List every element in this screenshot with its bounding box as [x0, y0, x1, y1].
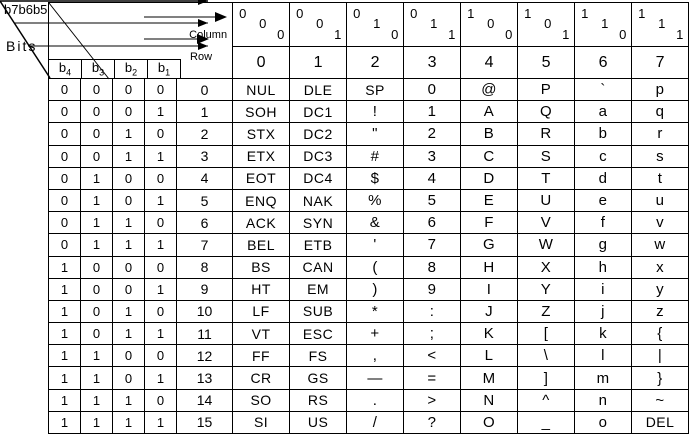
table-row: [49, 300, 689, 322]
row-bit-b1: 0: [145, 212, 177, 234]
label-b6: b6: [18, 2, 33, 17]
row-bit-b2: 0: [113, 167, 145, 189]
column-bit-pattern: [632, 3, 689, 47]
row-bit-b3: 0: [81, 256, 113, 278]
ascii-cell: P: [518, 79, 575, 101]
row-bit-b1: 0: [145, 167, 177, 189]
ascii-cell: s: [632, 145, 689, 167]
ascii-cell: !: [347, 101, 404, 123]
ascii-cell: DC2: [290, 123, 347, 145]
bit-header-b2: $b_2$: [114, 59, 147, 78]
column-number: 7: [632, 47, 689, 79]
ascii-cell: D: [461, 167, 518, 189]
table-row: [49, 145, 689, 167]
ascii-cell: BS: [233, 256, 290, 278]
ascii-cell: =: [404, 367, 461, 389]
ascii-cell: SI: [233, 411, 290, 433]
column-bit-pattern-row: [49, 3, 689, 47]
ascii-cell: x: [632, 256, 689, 278]
ascii-cell: (: [347, 256, 404, 278]
row-bit-b2: 0: [113, 189, 145, 211]
row-bit-b3: 1: [81, 189, 113, 211]
row-bit-b4: 1: [49, 256, 81, 278]
table-row: [49, 79, 689, 101]
table-row: [49, 411, 689, 433]
col-bit-b5: 1: [676, 27, 684, 42]
row-bit-b2: 0: [113, 256, 145, 278]
row-bit-b4: 0: [49, 123, 81, 145]
ascii-cell: SP: [347, 79, 404, 101]
row-number: 1: [177, 101, 233, 123]
label-b7: b7: [4, 2, 19, 17]
ascii-cell: B: [461, 123, 518, 145]
ascii-cell: ]: [518, 367, 575, 389]
column-number: 6: [575, 47, 632, 79]
ascii-cell: FF: [233, 345, 290, 367]
row-bit-b4: 1: [49, 367, 81, 389]
col-bit-b5: 0: [391, 27, 399, 42]
row-bit-b3: 1: [81, 212, 113, 234]
ascii-cell: }: [632, 367, 689, 389]
col-bit-b5: 1: [334, 27, 342, 42]
row-bit-b2: 0: [113, 367, 145, 389]
ascii-cell: j: [575, 300, 632, 322]
ascii-table: [48, 2, 689, 434]
table-row: [49, 345, 689, 367]
bit-header-b1: $b_1$: [147, 59, 180, 78]
ascii-cell: ESC: [290, 323, 347, 345]
ascii-cell: @: [461, 79, 518, 101]
row-bit-b2: 0: [113, 79, 145, 101]
column-bit-pattern: [347, 3, 404, 47]
row-number: 12: [177, 345, 233, 367]
row-bit-b1: 0: [145, 79, 177, 101]
ascii-cell: #: [347, 145, 404, 167]
ascii-cell: v: [632, 212, 689, 234]
ascii-cell: L: [461, 345, 518, 367]
ascii-cell: 9: [404, 278, 461, 300]
column-number: 0: [233, 47, 290, 79]
col-bit-b6: 0: [259, 16, 267, 31]
col-bit-b6: 1: [373, 16, 381, 31]
row-bit-b4: 0: [49, 79, 81, 101]
table-row: [49, 101, 689, 123]
row-bit-b4: 1: [49, 345, 81, 367]
col-bit-b7: 1: [581, 6, 589, 21]
row-number: 7: [177, 234, 233, 256]
ascii-cell: 6: [404, 212, 461, 234]
row-number: 14: [177, 389, 233, 411]
table-row: [49, 189, 689, 211]
ascii-cell: ;: [404, 323, 461, 345]
row-number: 2: [177, 123, 233, 145]
table-row: [49, 278, 689, 300]
row-bit-b3: 0: [81, 123, 113, 145]
column-number: 1: [290, 47, 347, 79]
row-bit-b3: 0: [81, 79, 113, 101]
ascii-cell: STX: [233, 123, 290, 145]
label-b5: b5: [32, 2, 48, 17]
ascii-cell: ACK: [233, 212, 290, 234]
ascii-cell: I: [461, 278, 518, 300]
column-bit-pattern: [290, 3, 347, 47]
ascii-cell: f: [575, 212, 632, 234]
ascii-cell: Y: [518, 278, 575, 300]
row-bit-b2: 0: [113, 345, 145, 367]
col-bit-b7: 1: [467, 6, 475, 21]
row-bit-b1: 0: [145, 300, 177, 322]
ascii-cell: a: [575, 101, 632, 123]
ascii-cell: .: [347, 389, 404, 411]
ascii-cell: *: [347, 300, 404, 322]
ascii-cell: O: [461, 411, 518, 433]
ascii-cell: g: [575, 234, 632, 256]
ascii-cell: <: [404, 345, 461, 367]
ascii-cell: i: [575, 278, 632, 300]
row-bit-b4: 1: [49, 278, 81, 300]
bit-header-spacer: [180, 59, 232, 78]
ascii-cell: ENQ: [233, 189, 290, 211]
column-number: 2: [347, 47, 404, 79]
row-bit-b2: 1: [113, 234, 145, 256]
row-bit-b4: 0: [49, 145, 81, 167]
ascii-cell: W: [518, 234, 575, 256]
ascii-cell: 3: [404, 145, 461, 167]
table-row: [49, 167, 689, 189]
ascii-cell: {: [632, 323, 689, 345]
ascii-cell: 7: [404, 234, 461, 256]
col-bit-b7: 1: [638, 6, 646, 21]
ascii-cell: NUL: [233, 79, 290, 101]
ascii-cell: m: [575, 367, 632, 389]
ascii-cell: LF: [233, 300, 290, 322]
ascii-cell: k: [575, 323, 632, 345]
row-bit-b4: 0: [49, 212, 81, 234]
row-bit-b3: 1: [81, 389, 113, 411]
ascii-cell: US: [290, 411, 347, 433]
ascii-cell: CAN: [290, 256, 347, 278]
row-bit-b2: 1: [113, 300, 145, 322]
col-bit-b6: 0: [487, 16, 495, 31]
row-bit-b4: 0: [49, 167, 81, 189]
ascii-cell: —: [347, 367, 404, 389]
col-bit-b5: 0: [619, 27, 627, 42]
ascii-cell: ,: [347, 345, 404, 367]
ascii-cell: h: [575, 256, 632, 278]
ascii-cell: G: [461, 234, 518, 256]
ascii-cell: GS: [290, 367, 347, 389]
table-row: [49, 123, 689, 145]
col-bit-b5: 1: [562, 27, 570, 42]
row-bit-b3: 0: [81, 101, 113, 123]
ascii-cell: DEL: [632, 411, 689, 433]
row-bit-b1: 1: [145, 278, 177, 300]
ascii-cell: +: [347, 323, 404, 345]
column-bit-pattern: [461, 3, 518, 47]
ascii-cell: VT: [233, 323, 290, 345]
column-bit-pattern: [518, 3, 575, 47]
col-bit-b7: 1: [524, 6, 532, 21]
ascii-cell: u: [632, 189, 689, 211]
ascii-cell: 8: [404, 256, 461, 278]
col-bit-b7: 0: [296, 6, 304, 21]
row-bit-b1: 1: [145, 101, 177, 123]
ascii-cell: %: [347, 189, 404, 211]
ascii-cell: z: [632, 300, 689, 322]
ascii-cell: X: [518, 256, 575, 278]
ascii-cell: ?: [404, 411, 461, 433]
bit-header-b3: $b_3$: [81, 59, 114, 78]
ascii-cell: e: [575, 189, 632, 211]
col-bit-b6: 1: [658, 16, 666, 31]
col-bit-b5: 0: [277, 27, 285, 42]
ascii-cell: b: [575, 123, 632, 145]
column-bit-pattern: [404, 3, 461, 47]
col-bit-b6: 0: [544, 16, 552, 31]
row-bit-b4: 0: [49, 234, 81, 256]
ascii-cell: 0: [404, 79, 461, 101]
ascii-cell: RS: [290, 389, 347, 411]
ascii-cell: 5: [404, 189, 461, 211]
ascii-cell: K: [461, 323, 518, 345]
ascii-cell: Z: [518, 300, 575, 322]
row-bit-b1: 1: [145, 189, 177, 211]
row-number: 8: [177, 256, 233, 278]
ascii-cell: [: [518, 323, 575, 345]
col-bit-b7: 0: [410, 6, 418, 21]
ascii-cell: n: [575, 389, 632, 411]
bit-header-b4: $b_4$: [49, 59, 81, 78]
ascii-cell: 1: [404, 101, 461, 123]
ascii-cell: DC1: [290, 101, 347, 123]
row-bit-b3: 0: [81, 278, 113, 300]
row-bit-b3: 1: [81, 345, 113, 367]
ascii-cell: J: [461, 300, 518, 322]
ascii-cell: SOH: [233, 101, 290, 123]
ascii-cell: d: [575, 167, 632, 189]
row-number: 0: [177, 79, 233, 101]
row-bit-b2: 1: [113, 411, 145, 433]
row-number: 13: [177, 367, 233, 389]
ascii-cell: l: [575, 345, 632, 367]
column-number: 4: [461, 47, 518, 79]
ascii-cell: DC4: [290, 167, 347, 189]
table-row: [49, 323, 689, 345]
bit-labels-b7b6b5: [4, 2, 47, 17]
ascii-cell: q: [632, 101, 689, 123]
bit-header-labels: [49, 59, 232, 78]
table-row: [49, 389, 689, 411]
row-bit-b1: 0: [145, 123, 177, 145]
ascii-cell: V: [518, 212, 575, 234]
ascii-cell: ^: [518, 389, 575, 411]
row-bit-b2: 0: [113, 278, 145, 300]
ascii-cell: ): [347, 278, 404, 300]
table-row: [49, 367, 689, 389]
row-bit-b1: 1: [145, 367, 177, 389]
row-bit-b4: 1: [49, 389, 81, 411]
ascii-cell: /: [347, 411, 404, 433]
row-bit-b4: 0: [49, 101, 81, 123]
table-row: [49, 212, 689, 234]
row-axis-label: Row: [190, 51, 213, 63]
column-axis-label: Column: [189, 29, 228, 41]
table-row: [49, 234, 689, 256]
row-number: 3: [177, 145, 233, 167]
ascii-cell: ETX: [233, 145, 290, 167]
row-bit-b3: 1: [81, 167, 113, 189]
ascii-cell: ": [347, 123, 404, 145]
row-bit-b1: 1: [145, 323, 177, 345]
row-bit-b3: 0: [81, 145, 113, 167]
row-number: 10: [177, 300, 233, 322]
row-number: 4: [177, 167, 233, 189]
ascii-cell: ~: [632, 389, 689, 411]
column-number: 5: [518, 47, 575, 79]
ascii-cell: Q: [518, 101, 575, 123]
ascii-cell: r: [632, 123, 689, 145]
row-bit-b1: 0: [145, 345, 177, 367]
ascii-cell: N: [461, 389, 518, 411]
ascii-cell: :: [404, 300, 461, 322]
col-bit-b7: 0: [239, 6, 247, 21]
ascii-cell: 2: [404, 123, 461, 145]
ascii-cell: SYN: [290, 212, 347, 234]
row-bit-b2: 1: [113, 123, 145, 145]
ascii-cell: `: [575, 79, 632, 101]
row-bit-b4: 1: [49, 323, 81, 345]
col-bit-b5: 0: [505, 27, 513, 42]
row-bit-b1: 0: [145, 389, 177, 411]
bits-label: Bits: [6, 38, 38, 54]
ascii-cell: CR: [233, 367, 290, 389]
column-bit-pattern: [575, 3, 632, 47]
ascii-cell: ETB: [290, 234, 347, 256]
col-bit-b5: 1: [448, 27, 456, 42]
ascii-cell: o: [575, 411, 632, 433]
row-bit-b3: 1: [81, 234, 113, 256]
row-bit-b1: 1: [145, 145, 177, 167]
ascii-cell: _: [518, 411, 575, 433]
ascii-cell: U: [518, 189, 575, 211]
ascii-cell: C: [461, 145, 518, 167]
row-number: 11: [177, 323, 233, 345]
ascii-cell: y: [632, 278, 689, 300]
col-bit-b6: 1: [601, 16, 609, 31]
ascii-cell: BEL: [233, 234, 290, 256]
ascii-cell: w: [632, 234, 689, 256]
col-bit-b7: 0: [353, 6, 361, 21]
col-bit-b6: 0: [316, 16, 324, 31]
ascii-cell: F: [461, 212, 518, 234]
row-number: 5: [177, 189, 233, 211]
ascii-cell: \: [518, 345, 575, 367]
ascii-cell: R: [518, 123, 575, 145]
row-bit-b3: 0: [81, 300, 113, 322]
row-bit-b1: 1: [145, 234, 177, 256]
row-number: 15: [177, 411, 233, 433]
row-bit-b4: 0: [49, 189, 81, 211]
row-bit-b2: 0: [113, 101, 145, 123]
ascii-cell: ': [347, 234, 404, 256]
ascii-cell: DC3: [290, 145, 347, 167]
ascii-cell: EOT: [233, 167, 290, 189]
row-bit-b3: 1: [81, 411, 113, 433]
row-bit-b4: 1: [49, 300, 81, 322]
ascii-cell: S: [518, 145, 575, 167]
row-bit-b2: 1: [113, 212, 145, 234]
row-bit-b3: 0: [81, 323, 113, 345]
ascii-cell: $: [347, 167, 404, 189]
ascii-cell: SO: [233, 389, 290, 411]
row-bit-b1: 1: [145, 411, 177, 433]
ascii-cell: >: [404, 389, 461, 411]
ascii-cell: H: [461, 256, 518, 278]
ascii-cell: &: [347, 212, 404, 234]
ascii-cell: p: [632, 79, 689, 101]
row-bit-b1: 0: [145, 256, 177, 278]
row-bit-b2: 1: [113, 145, 145, 167]
ascii-cell: HT: [233, 278, 290, 300]
ascii-cell: M: [461, 367, 518, 389]
table-row: [49, 256, 689, 278]
ascii-cell: NAK: [290, 189, 347, 211]
row-number: 6: [177, 212, 233, 234]
row-bit-b2: 1: [113, 389, 145, 411]
row-number: 9: [177, 278, 233, 300]
ascii-cell: EM: [290, 278, 347, 300]
ascii-cell: A: [461, 101, 518, 123]
ascii-table-wrap: [48, 2, 684, 434]
ascii-cell: E: [461, 189, 518, 211]
row-bit-b4: 1: [49, 411, 81, 433]
col-bit-b6: 1: [430, 16, 438, 31]
ascii-cell: |: [632, 345, 689, 367]
ascii-cell: t: [632, 167, 689, 189]
ascii-cell: DLE: [290, 79, 347, 101]
ascii-cell: FS: [290, 345, 347, 367]
chart-corner-legend: [49, 3, 233, 79]
column-number: 3: [404, 47, 461, 79]
row-bit-b3: 1: [81, 367, 113, 389]
ascii-cell: SUB: [290, 300, 347, 322]
column-bit-pattern: [233, 3, 290, 47]
row-bit-b2: 1: [113, 323, 145, 345]
ascii-cell: T: [518, 167, 575, 189]
ascii-cell: c: [575, 145, 632, 167]
ascii-cell: 4: [404, 167, 461, 189]
